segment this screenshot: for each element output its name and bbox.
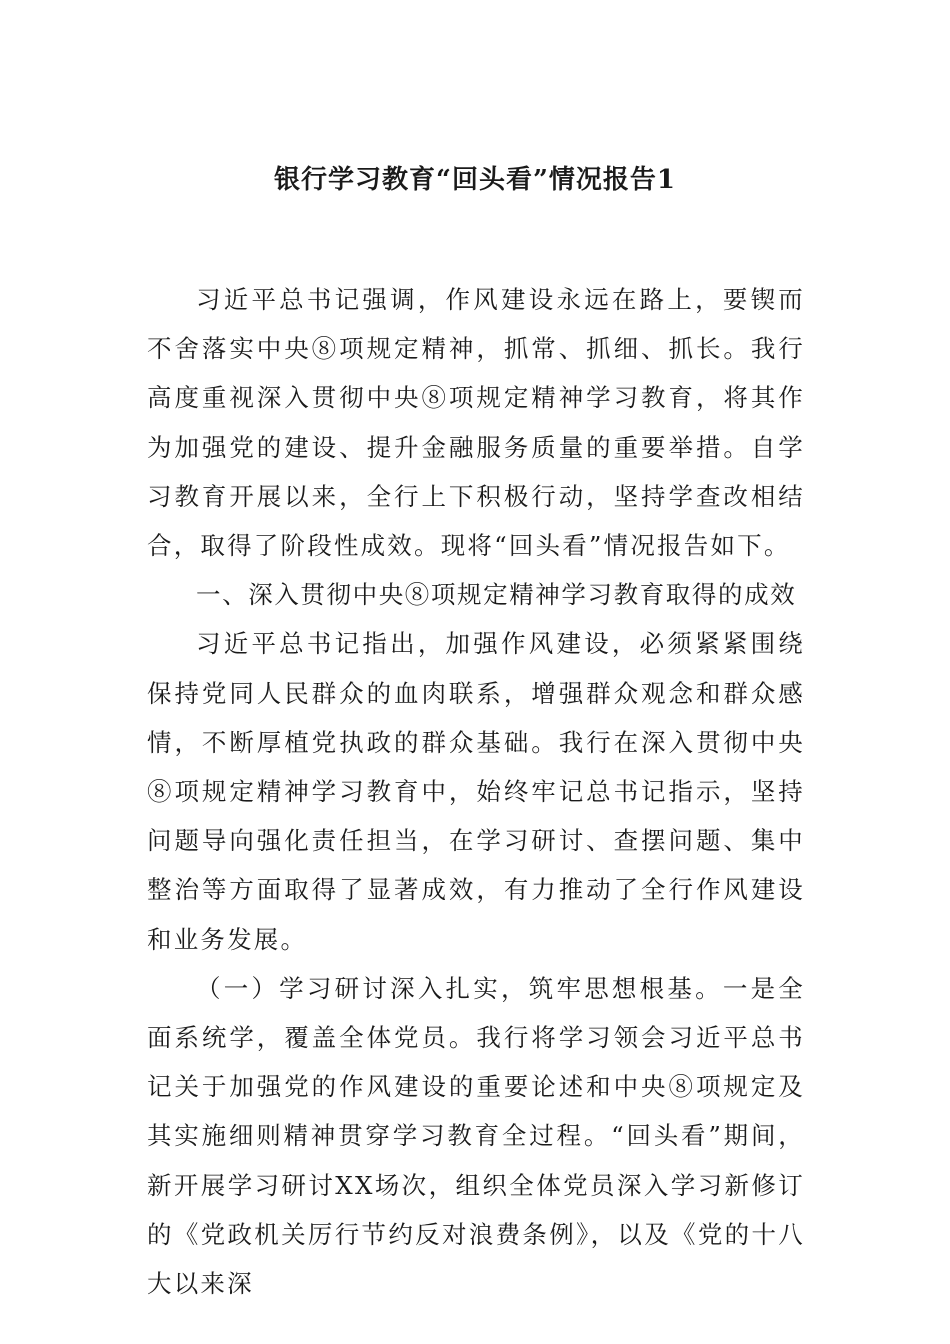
section-1-paragraph: 习近平总书记指出，加强作风建设，必须紧紧围绕保持党同人民群众的血肉联系，增强群众观念和群众感情，不断厚植党执政的群众基础。我行在深入贯彻中央⑧项规定精神学习教育中，始终牢记总书记指示，坚持问题导向强化责任担当，在学习研讨、查摆问题、集中整治等方面取得了显著成效，有力推动了全行作风建设和业务发展。 [147, 629, 805, 954]
subsection-1-paragraph: （一）学习研讨深入扎实，筑牢思想根基。一是全面系统学，覆盖全体党员。我行将学习领会习近平总书记关于加强党的作风建设的重要论述和中央⑧项规定及其实施细则精神贯穿学习教育全过程。“回头看”期间，新开展学习研讨XX场次，组织全体党员深入学习新修订的《党政机关厉行节约反对浪费条例》，以及《党的十八大以来深 [147, 973, 805, 1299]
document-body [147, 275, 805, 1308]
section-heading-1: 一、深入贯彻中央⑧项规定精神学习教育取得的成效 [196, 580, 797, 610]
intro-paragraph: 习近平总书记强调，作风建设永远在路上，要锲而不舍落实中央⑧项规定精神，抓常、抓细、抓长。我行高度重视深入贯彻中央⑧项规定精神学习教育，将其作为加强党的建设、提升金融服务质量的重要举措。自学习教育开展以来，全行上下积极行动，坚持学查改相结合，取得了阶段性成效。现将“回头看”情况报告如下。 [147, 285, 805, 561]
document-title: 银行学习教育“回头看”情况报告1 [273, 165, 676, 195]
